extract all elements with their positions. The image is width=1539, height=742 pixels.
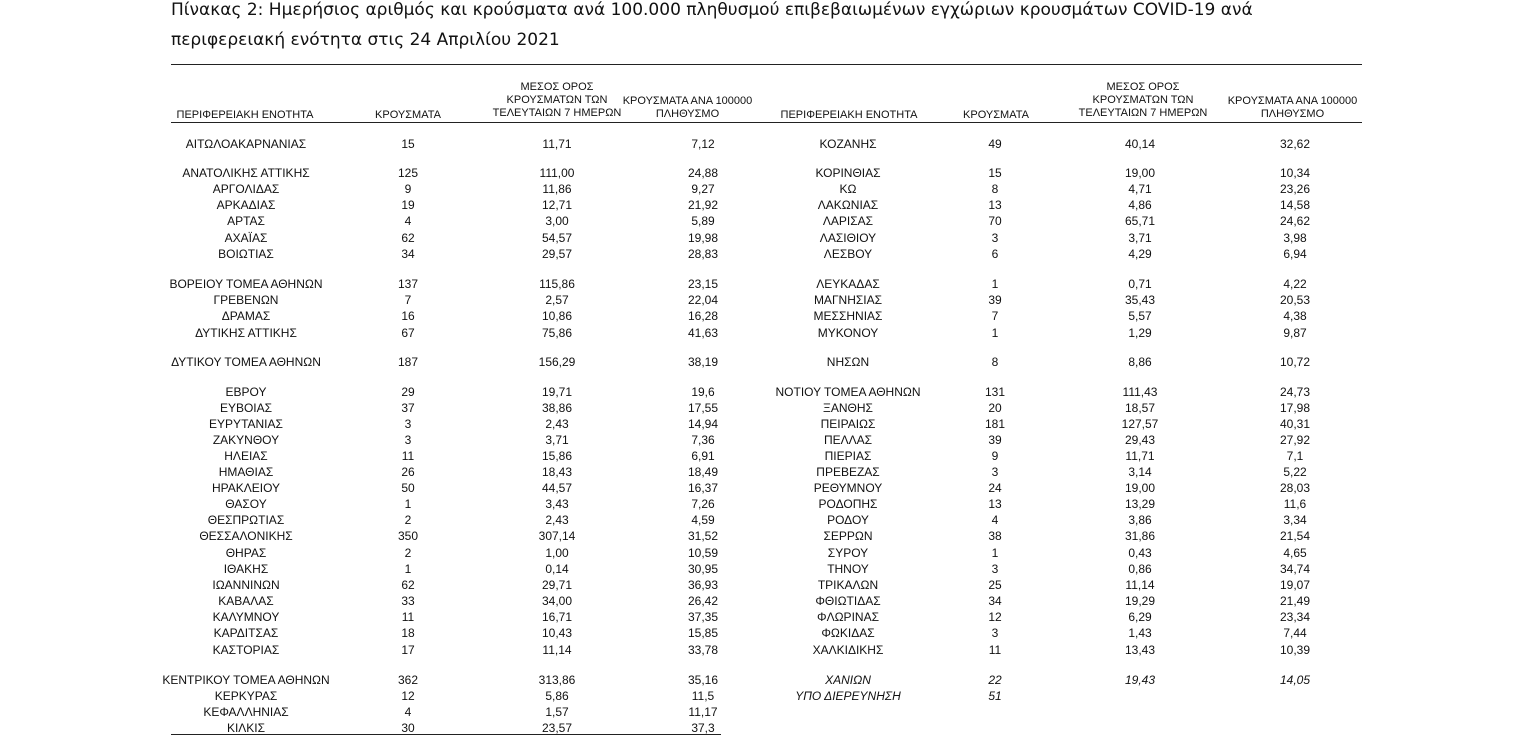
- cell-region: ΛΑΚΩΝΙΑΣ: [817, 198, 879, 212]
- cell-cases: 125: [397, 166, 419, 180]
- cell-region: ΡΕΘΥΜΝΟΥ: [813, 481, 883, 495]
- cell-cases: 12: [988, 610, 1002, 624]
- cell-per100k: 14,94: [687, 417, 719, 431]
- cell-region: ΛΕΣΒΟΥ: [823, 247, 873, 261]
- cell-region: ΞΑΝΘΗΣ: [823, 401, 873, 415]
- cell-avg7: 1,43: [1128, 626, 1152, 640]
- header-region-right: ΠΕΡΙΦΕΡΕΙΑΚΗ ΕΝΟΤΗΤΑ: [780, 109, 918, 121]
- cell-cases: 26: [401, 465, 415, 479]
- cell-avg7: 19,71: [541, 385, 573, 399]
- cell-cases: 49: [988, 137, 1002, 151]
- cell-cases: 51: [988, 689, 1002, 703]
- cell-region: ΚΑΛΥΜΝΟΥ: [212, 610, 280, 624]
- cell-cases: 16: [401, 309, 415, 323]
- cell-region: ΦΩΚΙΔΑΣ: [821, 626, 875, 640]
- header-per100k-left: ΚΡΟΥΣΜΑΤΑ ΑΝΑ 100000 ΠΛΗΘΥΣΜΟ: [622, 95, 753, 120]
- cell-region: ΣΥΡΟΥ: [827, 546, 869, 560]
- cell-per100k: 23,15: [687, 277, 719, 291]
- cell-avg7: 11,14: [542, 643, 572, 657]
- cell-avg7: 11,14: [1125, 578, 1155, 592]
- cell-per100k: 4,38: [1283, 309, 1307, 323]
- cell-region: ΔΡΑΜΑΣ: [221, 309, 271, 323]
- cell-avg7: 0,86: [1128, 562, 1152, 576]
- cell-cases: 11: [988, 643, 1002, 657]
- header-avg7-left: ΜΕΣΟΣ ΟΡΟΣ ΚΡΟΥΣΜΑΤΩΝ ΤΩΝ ΤΕΛΕΥΤΑΙΩΝ 7 ΗΜΕΡΩΝ: [492, 81, 622, 119]
- cell-avg7: 6,29: [1128, 610, 1152, 624]
- cell-region: ΘΑΣΟΥ: [225, 497, 267, 511]
- cell-avg7: 5,86: [545, 689, 569, 703]
- cell-region: ΡΟΔΟΠΗΣ: [818, 497, 878, 511]
- cell-cases: 39: [988, 433, 1002, 447]
- cell-avg7: 13,43: [1124, 643, 1156, 657]
- cell-avg7: 3,71: [1128, 231, 1152, 245]
- cell-per100k: 7,36: [691, 433, 715, 447]
- cell-per100k: 19,07: [1279, 578, 1311, 592]
- cell-per100k: 5,89: [691, 214, 715, 228]
- cell-cases: 2: [404, 546, 412, 560]
- cell-per100k: 33,78: [687, 643, 719, 657]
- cell-region: ΚΟΖΑΝΗΣ: [819, 137, 877, 151]
- cell-avg7: 18,43: [541, 465, 573, 479]
- cell-per100k: 37,3: [691, 721, 715, 735]
- cell-cases: 6: [991, 247, 999, 261]
- cell-region: ΚΟΡΙΝΘΙΑΣ: [815, 166, 881, 180]
- cell-per100k: 21,49: [1279, 594, 1311, 608]
- cell-cases: 62: [401, 578, 415, 592]
- cell-avg7: 5,57: [1128, 309, 1152, 323]
- cell-avg7: 2,43: [545, 417, 569, 431]
- cell-avg7: 31,86: [1124, 529, 1156, 543]
- cell-per100k: 14,58: [1279, 198, 1311, 212]
- cell-per100k: 4,59: [691, 513, 715, 527]
- cell-cases: 131: [984, 385, 1006, 399]
- cell-cases: 4: [404, 214, 412, 228]
- cell-per100k: 6,94: [1283, 247, 1307, 261]
- cell-region: ΘΕΣΠΡΩΤΙΑΣ: [207, 513, 285, 527]
- cell-cases: 9: [991, 449, 999, 463]
- cell-avg7: 65,71: [1124, 214, 1156, 228]
- cell-cases: 187: [397, 355, 419, 369]
- header-cases-right: ΚΡΟΥΣΜΑΤΑ: [963, 109, 1029, 121]
- cell-cases: 7: [404, 293, 412, 307]
- cell-cases: 15: [401, 137, 415, 151]
- cell-per100k: 11,5: [691, 689, 715, 703]
- cell-cases: 7: [991, 309, 999, 323]
- cell-per100k: 24,73: [1279, 385, 1311, 399]
- cell-avg7: 127,57: [1121, 417, 1159, 431]
- cell-cases: 12: [401, 689, 415, 703]
- cell-per100k: 28,83: [687, 247, 719, 261]
- cell-avg7: 0,43: [1128, 546, 1152, 560]
- cell-per100k: 7,26: [691, 497, 715, 511]
- cell-cases: 39: [988, 293, 1002, 307]
- cell-cases: 13: [988, 497, 1002, 511]
- cell-per100k: 6,91: [691, 449, 715, 463]
- cell-avg7: 23,57: [541, 721, 573, 735]
- cell-avg7: 1,57: [545, 705, 569, 719]
- cell-avg7: 10,86: [541, 309, 573, 323]
- cell-region: ΚΩ: [839, 182, 857, 196]
- cell-per100k: 30,95: [687, 562, 719, 576]
- cell-avg7: 19,43: [1124, 673, 1156, 687]
- cell-per100k: 38,19: [687, 355, 719, 369]
- cell-per100k: 23,26: [1279, 182, 1311, 196]
- cell-region: ΚΕΝΤΡΙΚΟΥ ΤΟΜΕΑ ΑΘΗΝΩΝ: [162, 673, 330, 687]
- cell-avg7: 75,86: [541, 326, 573, 340]
- cell-cases: 11: [401, 449, 415, 463]
- cell-cases: 34: [401, 247, 415, 261]
- cell-per100k: 10,39: [1279, 643, 1311, 657]
- cell-avg7: 34,00: [541, 594, 573, 608]
- cell-region: ΜΑΓΝΗΣΙΑΣ: [813, 293, 883, 307]
- cell-region: ΗΡΑΚΛΕΙΟΥ: [211, 481, 281, 495]
- cell-avg7: 2,43: [545, 513, 569, 527]
- cell-per100k: 3,98: [1283, 231, 1307, 245]
- cell-region: ΑΡΤΑΣ: [227, 214, 265, 228]
- cell-avg7: 11,71: [542, 137, 572, 151]
- cell-region: ΚΕΦΑΛΛΗΝΙΑΣ: [203, 705, 289, 719]
- cell-cases: 8: [991, 355, 999, 369]
- cell-avg7: 3,00: [545, 214, 569, 228]
- cell-region: ΧΑΛΚΙΔΙΚΗΣ: [812, 643, 884, 657]
- cell-cases: 29: [401, 385, 415, 399]
- cell-per100k: 24,88: [687, 166, 719, 180]
- cell-per100k: 9,27: [691, 182, 715, 196]
- cell-avg7: 0,71: [1128, 277, 1152, 291]
- cell-region: ΔΥΤΙΚΗΣ ΑΤΤΙΚΗΣ: [195, 326, 297, 340]
- cell-cases: 50: [401, 481, 415, 495]
- cell-region: ΥΠΟ ΔΙΕΡΕΥΝΗΣΗ: [795, 689, 901, 703]
- cell-cases: 38: [988, 529, 1002, 543]
- cell-region: ΝΟΤΙΟΥ ΤΟΜΕΑ ΑΘΗΝΩΝ: [775, 385, 921, 399]
- table-caption: Πίνακας 2: Ημερήσιος αριθμός και κρούσματα ανά 100.000 πληθυσμού επιβεβαιωμένων εγχώριων κρουσμάτων COVID-19 ανά περιφερειακή ενότητα στις 24 Απριλίου 2021: [171, 0, 1253, 50]
- cell-region: ΗΜΑΘΙΑΣ: [218, 465, 274, 479]
- cell-avg7: 2,57: [545, 293, 569, 307]
- cell-cases: 181: [984, 417, 1006, 431]
- cell-region: ΠΕΛΛΑΣ: [823, 433, 873, 447]
- cell-avg7: 19,29: [1124, 594, 1156, 608]
- cell-region: ΚΑΣΤΟΡΙΑΣ: [212, 643, 280, 657]
- cell-region: ΑΡΓΟΛΙΔΑΣ: [212, 182, 280, 196]
- cell-region: ΤΡΙΚΑΛΩΝ: [817, 578, 879, 592]
- cell-region: ΘΗΡΑΣ: [225, 546, 267, 560]
- cell-region: ΠΙΕΡΙΑΣ: [824, 449, 872, 463]
- cell-avg7: 313,86: [538, 673, 576, 687]
- header-cases-left: ΚΡΟΥΣΜΑΤΑ: [375, 109, 441, 121]
- cell-region: ΑΙΤΩΛΟΑΚΑΡΝΑΝΙΑΣ: [185, 137, 307, 151]
- cell-per100k: 19,98: [687, 231, 719, 245]
- cell-avg7: 40,14: [1124, 137, 1156, 151]
- cell-region: ΒΟΙΩΤΙΑΣ: [218, 247, 274, 261]
- cell-avg7: 18,57: [1124, 401, 1156, 415]
- cell-avg7: 3,43: [545, 497, 569, 511]
- cell-cases: 3: [991, 626, 999, 640]
- cell-cases: 24: [988, 481, 1002, 495]
- cell-cases: 1: [404, 562, 412, 576]
- cell-region: ΚΕΡΚΥΡΑΣ: [214, 689, 278, 703]
- cell-cases: 3: [991, 562, 999, 576]
- cell-region: ΜΥΚΟΝΟΥ: [817, 326, 879, 340]
- cell-region: ΣΕΡΡΩΝ: [823, 529, 873, 543]
- cell-per100k: 34,74: [1279, 562, 1311, 576]
- cell-region: ΘΕΣΣΑΛΟΝΙΚΗΣ: [199, 529, 293, 543]
- cell-avg7: 29,57: [541, 247, 573, 261]
- cell-cases: 9: [404, 182, 412, 196]
- cell-region: ΦΘΙΩΤΙΔΑΣ: [815, 594, 881, 608]
- cell-avg7: 19,00: [1124, 166, 1156, 180]
- cell-cases: 18: [401, 626, 415, 640]
- header-region-left: ΠΕΡΙΦΕΡΕΙΑΚΗ ΕΝΟΤΗΤΑ: [176, 109, 314, 121]
- cell-per100k: 23,34: [1279, 610, 1311, 624]
- cell-cases: 2: [404, 513, 412, 527]
- cell-avg7: 13,29: [1124, 497, 1156, 511]
- cell-avg7: 4,71: [1128, 182, 1152, 196]
- cell-region: ΑΡΚΑΔΙΑΣ: [216, 198, 276, 212]
- cell-region: ΕΥΒΟΙΑΣ: [219, 401, 273, 415]
- cell-region: ΡΟΔΟΥ: [827, 513, 869, 527]
- cell-region: ΤΗΝΟΥ: [827, 562, 869, 576]
- cell-cases: 34: [988, 594, 1002, 608]
- cell-region: ΕΒΡΟΥ: [225, 385, 267, 399]
- cell-per100k: 4,65: [1283, 546, 1307, 560]
- cell-cases: 3: [991, 465, 999, 479]
- cell-avg7: 11,71: [1125, 449, 1155, 463]
- cell-avg7: 3,86: [1128, 513, 1152, 527]
- cell-region: ΙΩΑΝΝΙΝΩΝ: [212, 578, 280, 592]
- cell-region: ΓΡΕΒΕΝΩΝ: [213, 293, 279, 307]
- cell-avg7: 29,71: [541, 578, 573, 592]
- cell-region: ΑΧΑΪΑΣ: [224, 231, 268, 245]
- cell-avg7: 3,14: [1128, 465, 1152, 479]
- cell-region: ΔΥΤΙΚΟΥ ΤΟΜΕΑ ΑΘΗΝΩΝ: [171, 355, 321, 369]
- cell-per100k: 27,92: [1279, 433, 1311, 447]
- cell-per100k: 16,28: [687, 309, 719, 323]
- cell-avg7: 4,86: [1128, 198, 1152, 212]
- cell-cases: 1: [404, 497, 412, 511]
- cell-per100k: 31,52: [687, 529, 719, 543]
- cell-cases: 22: [988, 673, 1002, 687]
- cell-cases: 19: [401, 198, 415, 212]
- cell-region: ΛΑΡΙΣΑΣ: [822, 214, 874, 228]
- cell-avg7: 115,86: [539, 277, 575, 291]
- cell-cases: 137: [397, 277, 419, 291]
- cell-avg7: 4,29: [1128, 247, 1152, 261]
- cell-per100k: 7,44: [1283, 626, 1307, 640]
- cell-per100k: 40,31: [1279, 417, 1311, 431]
- header-avg7-right: ΜΕΣΟΣ ΟΡΟΣ ΚΡΟΥΣΜΑΤΩΝ ΤΩΝ ΤΕΛΕΥΤΑΙΩΝ 7 ΗΜΕΡΩΝ: [1078, 81, 1208, 119]
- cell-cases: 362: [397, 673, 419, 687]
- cell-per100k: 32,62: [1279, 137, 1311, 151]
- cell-avg7: 111,43: [1122, 385, 1158, 399]
- cell-avg7: 3,71: [545, 433, 569, 447]
- cell-region: ΛΑΣΙΘΙΟΥ: [819, 231, 877, 245]
- cell-cases: 13: [988, 198, 1002, 212]
- cell-region: ΛΕΥΚΑΔΑΣ: [816, 277, 880, 291]
- cell-cases: 4: [991, 513, 999, 527]
- cell-avg7: 11,86: [542, 182, 572, 196]
- cell-region: ΠΕΙΡΑΙΩΣ: [820, 417, 876, 431]
- cell-per100k: 11,6: [1283, 497, 1307, 511]
- cell-per100k: 15,85: [687, 626, 719, 640]
- cell-region: ΦΛΩΡΙΝΑΣ: [817, 610, 879, 624]
- cell-avg7: 38,86: [541, 401, 573, 415]
- cell-avg7: 10,43: [541, 626, 573, 640]
- cell-per100k: 10,72: [1279, 355, 1311, 369]
- cell-avg7: 54,57: [541, 231, 573, 245]
- cell-region: ΑΝΑΤΟΛΙΚΗΣ ΑΤΤΙΚΗΣ: [182, 166, 310, 180]
- cell-per100k: 19,6: [691, 385, 715, 399]
- cell-region: ΗΛΕΙΑΣ: [224, 449, 268, 463]
- cell-avg7: 307,14: [538, 529, 576, 543]
- cell-avg7: 8,86: [1128, 355, 1152, 369]
- cell-per100k: 18,49: [687, 465, 719, 479]
- cell-cases: 4: [404, 705, 412, 719]
- cell-region: ΚΑΒΑΛΑΣ: [218, 594, 274, 608]
- cell-cases: 1: [991, 546, 999, 560]
- cell-cases: 62: [401, 231, 415, 245]
- cell-cases: 25: [988, 578, 1002, 592]
- cell-per100k: 20,53: [1279, 293, 1311, 307]
- cell-avg7: 15,86: [541, 449, 573, 463]
- cell-cases: 3: [404, 417, 412, 431]
- cell-region: ΠΡΕΒΕΖΑΣ: [816, 465, 880, 479]
- cell-region: ΕΥΡΥΤΑΝΙΑΣ: [209, 417, 283, 431]
- cell-cases: 33: [401, 594, 415, 608]
- cell-avg7: 0,14: [545, 562, 569, 576]
- cell-avg7: 156,29: [538, 355, 576, 369]
- cell-cases: 17: [401, 643, 415, 657]
- cell-region: ΒΟΡΕΙΟΥ ΤΟΜΕΑ ΑΘΗΝΩΝ: [169, 277, 323, 291]
- header-per100k-right: ΚΡΟΥΣΜΑΤΑ ΑΝΑ 100000 ΠΛΗΘΥΣΜΟ: [1227, 95, 1358, 120]
- cell-cases: 350: [397, 529, 419, 543]
- cell-per100k: 17,98: [1279, 401, 1311, 415]
- cell-region: ΝΗΣΩΝ: [826, 355, 870, 369]
- cell-per100k: 9,87: [1283, 326, 1307, 340]
- cell-per100k: 35,16: [687, 673, 719, 687]
- cell-per100k: 17,55: [687, 401, 719, 415]
- cell-per100k: 10,34: [1279, 166, 1311, 180]
- cell-cases: 1: [991, 277, 999, 291]
- cell-per100k: 37,35: [687, 610, 719, 624]
- cell-region: ΙΘΑΚΗΣ: [223, 562, 269, 576]
- cell-cases: 8: [991, 182, 999, 196]
- cell-per100k: 26,42: [687, 594, 719, 608]
- cell-per100k: 41,63: [687, 326, 719, 340]
- cell-cases: 3: [991, 231, 999, 245]
- cell-region: ΜΕΣΣΗΝΙΑΣ: [813, 309, 883, 323]
- cell-per100k: 11,17: [688, 705, 718, 719]
- header-rule: [171, 122, 1362, 123]
- cell-region: ΚΑΡΔΙΤΣΑΣ: [213, 626, 279, 640]
- cell-per100k: 24,62: [1279, 214, 1311, 228]
- cell-region: ΚΙΛΚΙΣ: [226, 721, 266, 735]
- cell-cases: 20: [988, 401, 1002, 415]
- cell-cases: 15: [988, 166, 1002, 180]
- cell-avg7: 1,00: [545, 546, 569, 560]
- cell-per100k: 22,04: [687, 293, 719, 307]
- cell-per100k: 7,1: [1286, 449, 1304, 463]
- cell-avg7: 29,43: [1124, 433, 1156, 447]
- cell-cases: 70: [988, 214, 1002, 228]
- cell-per100k: 3,34: [1283, 513, 1307, 527]
- cell-region: ΖΑΚΥΝΘΟΥ: [212, 433, 280, 447]
- cell-per100k: 4,22: [1283, 277, 1307, 291]
- cell-per100k: 10,59: [687, 546, 719, 560]
- cell-region: ΧΑΝΙΩΝ: [825, 673, 871, 687]
- cell-per100k: 21,92: [687, 198, 719, 212]
- cell-avg7: 1,29: [1128, 326, 1152, 340]
- cell-avg7: 19,00: [1124, 481, 1156, 495]
- cell-avg7: 12,71: [541, 198, 573, 212]
- cell-per100k: 21,54: [1279, 529, 1311, 543]
- cell-per100k: 28,03: [1279, 481, 1311, 495]
- cell-cases: 67: [401, 326, 415, 340]
- cell-per100k: 36,93: [687, 578, 719, 592]
- cell-per100k: 14,05: [1279, 673, 1311, 687]
- table-top-rule: [171, 64, 1362, 65]
- cell-cases: 1: [991, 326, 999, 340]
- cell-cases: 11: [401, 610, 415, 624]
- cell-cases: 30: [401, 721, 415, 735]
- cell-avg7: 35,43: [1124, 293, 1156, 307]
- cell-avg7: 44,57: [541, 481, 573, 495]
- cell-avg7: 16,71: [541, 610, 573, 624]
- cell-avg7: 111,00: [539, 166, 575, 180]
- cell-per100k: 5,22: [1283, 465, 1307, 479]
- cell-per100k: 7,12: [691, 137, 715, 151]
- cell-per100k: 16,37: [687, 481, 719, 495]
- cell-cases: 3: [404, 433, 412, 447]
- table-bottom-rule: [171, 734, 721, 735]
- cell-cases: 37: [401, 401, 415, 415]
